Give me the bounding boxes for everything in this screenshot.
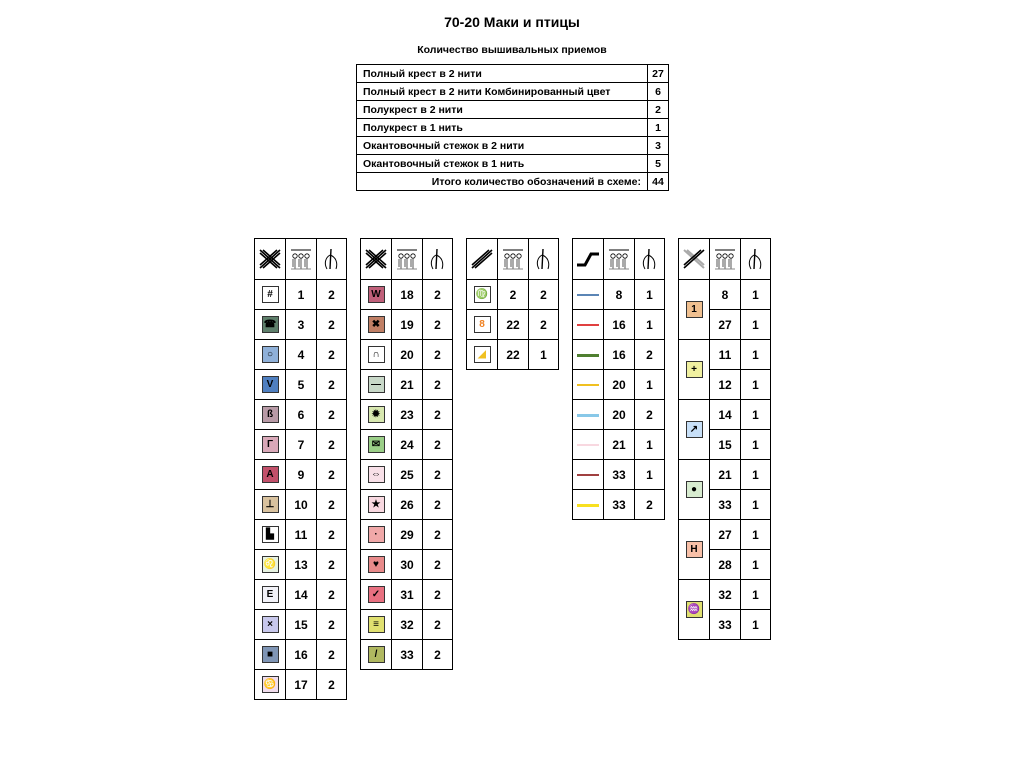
stitch-symbol: V <box>262 376 279 393</box>
stitch-symbol: 8 <box>474 316 491 333</box>
symbol-cell <box>255 580 286 610</box>
legend-half-cross <box>466 238 559 370</box>
backstitch-line <box>577 474 599 476</box>
symbol-cell <box>361 640 392 670</box>
color-number: 21 <box>392 370 423 400</box>
legend-blended-cross <box>678 238 771 640</box>
thread-count: 1 <box>635 310 665 340</box>
thread-count: 2 <box>317 580 347 610</box>
needle-icon <box>423 239 453 280</box>
symbol-cell <box>361 550 392 580</box>
legend-row <box>255 580 347 610</box>
thread-count: 2 <box>423 460 453 490</box>
legend-row <box>679 460 771 490</box>
stitch-symbol: · <box>368 526 385 543</box>
color-number: 7 <box>286 430 317 460</box>
stitch-symbol: ≡ <box>368 616 385 633</box>
symbol-cell <box>361 400 392 430</box>
color-number: 27 <box>710 310 741 340</box>
summary-label: Полный крест в 2 нити Комбинированный цвет <box>357 83 648 101</box>
stitch-symbol: / <box>368 646 385 663</box>
backstitch-line <box>577 504 599 507</box>
summary-label: Полный крест в 2 нити <box>357 65 648 83</box>
legend-row <box>679 400 771 430</box>
thread-count: 2 <box>423 580 453 610</box>
skein-icon <box>286 239 317 280</box>
color-number: 10 <box>286 490 317 520</box>
legend-row <box>361 640 453 670</box>
stitch-symbol: W <box>368 286 385 303</box>
legend-row <box>573 310 665 340</box>
thread-count: 1 <box>741 610 771 640</box>
symbol-cell <box>361 580 392 610</box>
color-number: 11 <box>286 520 317 550</box>
symbol-cell <box>361 490 392 520</box>
stitch-symbol: ✖ <box>368 316 385 333</box>
thread-count: 2 <box>317 340 347 370</box>
color-number: 30 <box>392 550 423 580</box>
stitch-symbol: Γ <box>262 436 279 453</box>
symbol-cell <box>361 310 392 340</box>
symbol-cell <box>679 340 710 400</box>
symbol-cell <box>361 460 392 490</box>
color-number: 20 <box>604 400 635 430</box>
color-number: 8 <box>604 280 635 310</box>
legend-row <box>467 280 559 310</box>
halfcross-icon <box>467 239 498 280</box>
line-sample-cell <box>573 280 604 310</box>
color-number: 32 <box>392 610 423 640</box>
legend-row <box>361 610 453 640</box>
line-sample-cell <box>573 460 604 490</box>
color-number: 29 <box>392 520 423 550</box>
color-number: 15 <box>710 430 741 460</box>
symbol-cell <box>361 340 392 370</box>
line-sample-cell <box>573 340 604 370</box>
summary-row <box>357 83 669 101</box>
summary-count: 5 <box>648 155 669 173</box>
thread-count: 2 <box>317 370 347 400</box>
blended-icon <box>679 239 710 280</box>
legend-row <box>361 520 453 550</box>
color-number: 33 <box>710 490 741 520</box>
thread-count: 1 <box>741 430 771 460</box>
color-number: 27 <box>710 520 741 550</box>
backstitch-line <box>577 324 599 326</box>
symbol-cell <box>361 520 392 550</box>
color-number: 26 <box>392 490 423 520</box>
line-sample-cell <box>573 400 604 430</box>
color-number: 1 <box>286 280 317 310</box>
summary-label: Полукрест в 2 нити <box>357 101 648 119</box>
thread-count: 1 <box>635 430 665 460</box>
thread-count: 2 <box>317 520 347 550</box>
color-number: 33 <box>392 640 423 670</box>
stitch-symbol: ⊥ <box>262 496 279 513</box>
thread-count: 1 <box>741 400 771 430</box>
thread-count: 2 <box>317 310 347 340</box>
summary-total: 44 <box>648 173 669 191</box>
color-number: 19 <box>392 310 423 340</box>
thread-count: 2 <box>317 610 347 640</box>
thread-count: 2 <box>635 400 665 430</box>
legend-row <box>573 400 665 430</box>
color-number: 32 <box>710 580 741 610</box>
color-number: 14 <box>286 580 317 610</box>
color-number: 3 <box>286 310 317 340</box>
color-number: 14 <box>710 400 741 430</box>
legend-row <box>679 340 771 370</box>
legend-row <box>255 490 347 520</box>
backstitch-line <box>577 354 599 357</box>
symbol-cell <box>255 280 286 310</box>
symbol-cell <box>255 520 286 550</box>
summary-label: Окантовочный стежок в 1 нить <box>357 155 648 173</box>
legend-row <box>255 550 347 580</box>
symbol-cell <box>679 460 710 520</box>
skein-icon <box>498 239 529 280</box>
needle-icon <box>317 239 347 280</box>
legend-row <box>255 520 347 550</box>
legend-row <box>573 370 665 400</box>
legend-header-row <box>255 239 347 280</box>
symbol-cell <box>679 280 710 340</box>
thread-count: 2 <box>635 490 665 520</box>
thread-count: 2 <box>423 490 453 520</box>
stitch-symbol: A <box>262 466 279 483</box>
color-number: 20 <box>604 370 635 400</box>
stitch-symbol: ⇔ <box>368 466 385 483</box>
summary-row <box>357 119 669 137</box>
summary-count: 1 <box>648 119 669 137</box>
summary-count: 2 <box>648 101 669 119</box>
stitch-symbol: ♋ <box>262 676 279 693</box>
stitch-symbol: ○ <box>262 346 279 363</box>
thread-count: 1 <box>741 580 771 610</box>
stitch-symbol: ♌ <box>262 556 279 573</box>
summary-label: Полукрест в 1 нить <box>357 119 648 137</box>
stitch-symbol: + <box>686 361 703 378</box>
legend-row <box>679 520 771 550</box>
thread-count: 1 <box>741 520 771 550</box>
legend-full-cross-1 <box>254 238 347 700</box>
thread-count: 2 <box>423 550 453 580</box>
stitch-symbol: ♍ <box>474 286 491 303</box>
thread-count: 1 <box>741 370 771 400</box>
thread-count: 1 <box>635 280 665 310</box>
needle-icon <box>635 239 665 280</box>
legend-row <box>679 580 771 610</box>
thread-count: 2 <box>423 310 453 340</box>
color-number: 16 <box>604 310 635 340</box>
color-number: 15 <box>286 610 317 640</box>
stitch-symbol: H <box>686 541 703 558</box>
skein-icon <box>710 239 741 280</box>
summary-total-row <box>357 173 669 191</box>
color-number: 5 <box>286 370 317 400</box>
legend-header-row <box>573 239 665 280</box>
needle-icon <box>529 239 559 280</box>
color-number: 12 <box>710 370 741 400</box>
symbol-cell <box>255 610 286 640</box>
stitch-symbol: ♒ <box>686 601 703 618</box>
stitch-symbol: × <box>262 616 279 633</box>
color-number: 16 <box>286 640 317 670</box>
legend-backstitch <box>572 238 665 520</box>
legend-row <box>573 490 665 520</box>
stitch-symbol: ◢ <box>474 346 491 363</box>
page-subtitle: Количество вышивальных приемов <box>417 44 607 56</box>
stitch-summary-table <box>356 64 669 191</box>
thread-count: 2 <box>317 550 347 580</box>
color-number: 18 <box>392 280 423 310</box>
legend-row <box>361 400 453 430</box>
fullcross-icon <box>361 239 392 280</box>
color-number: 22 <box>498 310 529 340</box>
stitch-symbol: # <box>262 286 279 303</box>
legend-row <box>255 670 347 700</box>
thread-count: 2 <box>317 430 347 460</box>
color-number: 17 <box>286 670 317 700</box>
stitch-symbol: ✉ <box>368 436 385 453</box>
summary-row <box>357 155 669 173</box>
legend-row <box>255 610 347 640</box>
legend-row <box>255 430 347 460</box>
summary-count: 27 <box>648 65 669 83</box>
legend-row <box>467 340 559 370</box>
line-sample-cell <box>573 370 604 400</box>
symbol-cell <box>255 640 286 670</box>
thread-count: 2 <box>317 490 347 520</box>
symbol-cell <box>361 370 392 400</box>
legend-row <box>255 280 347 310</box>
legend-header-row <box>361 239 453 280</box>
summary-row <box>357 65 669 83</box>
legend-row <box>361 340 453 370</box>
thread-count: 2 <box>317 460 347 490</box>
stitch-symbol: ■ <box>262 646 279 663</box>
stitch-symbol: ∩ <box>368 346 385 363</box>
stitch-symbol: ✹ <box>368 406 385 423</box>
thread-count: 2 <box>529 280 559 310</box>
legend-row <box>361 490 453 520</box>
stitch-symbol: ✓ <box>368 586 385 603</box>
summary-total-label: Итого количество обозначений в схеме: <box>357 173 648 191</box>
legend-row <box>255 400 347 430</box>
thread-count: 1 <box>529 340 559 370</box>
thread-count: 2 <box>423 430 453 460</box>
thread-count: 2 <box>423 610 453 640</box>
stitch-symbol: ↗ <box>686 421 703 438</box>
symbol-cell <box>255 400 286 430</box>
thread-count: 2 <box>317 280 347 310</box>
stitch-symbol: E <box>262 586 279 603</box>
symbol-cell <box>255 430 286 460</box>
legend-header-row <box>679 239 771 280</box>
summary-row <box>357 101 669 119</box>
needle-icon <box>741 239 771 280</box>
thread-count: 2 <box>635 340 665 370</box>
color-number: 23 <box>392 400 423 430</box>
legend-row <box>255 370 347 400</box>
thread-count: 1 <box>741 460 771 490</box>
color-number: 28 <box>710 550 741 580</box>
thread-count: 2 <box>317 400 347 430</box>
legend-row <box>361 460 453 490</box>
symbol-cell <box>255 490 286 520</box>
line-sample-cell <box>573 430 604 460</box>
symbol-cell <box>255 340 286 370</box>
page-title: 70-20 Маки и птицы <box>444 14 580 30</box>
legend-row <box>361 370 453 400</box>
legend-row <box>361 580 453 610</box>
stitch-symbol: ● <box>686 481 703 498</box>
thread-count: 2 <box>423 640 453 670</box>
symbol-cell <box>361 430 392 460</box>
symbol-cell <box>361 280 392 310</box>
thread-count: 1 <box>741 280 771 310</box>
thread-count: 2 <box>317 670 347 700</box>
color-number: 33 <box>604 460 635 490</box>
backstitch-line <box>577 444 599 446</box>
symbol-cell <box>467 310 498 340</box>
legend-row <box>573 280 665 310</box>
color-number: 4 <box>286 340 317 370</box>
legend-row <box>361 430 453 460</box>
backstitch-line <box>577 414 599 417</box>
summary-label: Окантовочный стежок в 2 нити <box>357 137 648 155</box>
color-number: 9 <box>286 460 317 490</box>
color-number: 11 <box>710 340 741 370</box>
skein-icon <box>604 239 635 280</box>
stitch-symbol: ♥ <box>368 556 385 573</box>
thread-count: 1 <box>635 370 665 400</box>
stitch-symbol: ß <box>262 406 279 423</box>
color-number: 21 <box>710 460 741 490</box>
color-number: 16 <box>604 340 635 370</box>
legend-header-row <box>467 239 559 280</box>
thread-count: 1 <box>741 490 771 520</box>
stitch-symbol: ★ <box>368 496 385 513</box>
line-sample-cell <box>573 490 604 520</box>
color-number: 33 <box>710 610 741 640</box>
color-number: 2 <box>498 280 529 310</box>
thread-count: 2 <box>423 520 453 550</box>
thread-count: 1 <box>635 460 665 490</box>
skein-icon <box>392 239 423 280</box>
legend-row <box>361 310 453 340</box>
legend-row <box>573 430 665 460</box>
thread-count: 1 <box>741 340 771 370</box>
color-number: 21 <box>604 430 635 460</box>
thread-count: 2 <box>423 400 453 430</box>
color-number: 8 <box>710 280 741 310</box>
thread-count: 1 <box>741 310 771 340</box>
thread-count: 1 <box>741 550 771 580</box>
symbol-cell <box>679 580 710 640</box>
line-sample-cell <box>573 310 604 340</box>
symbol-cell <box>255 310 286 340</box>
symbol-cell <box>467 340 498 370</box>
symbol-cell <box>361 610 392 640</box>
stitch-symbol: ☎ <box>262 316 279 333</box>
backstitch-icon <box>573 239 604 280</box>
legend-row <box>679 280 771 310</box>
stitch-symbol: 1 <box>686 301 703 318</box>
backstitch-line <box>577 294 599 296</box>
thread-count: 2 <box>423 280 453 310</box>
thread-count: 2 <box>423 340 453 370</box>
color-number: 33 <box>604 490 635 520</box>
color-number: 24 <box>392 430 423 460</box>
symbol-cell <box>255 550 286 580</box>
symbol-cell <box>679 400 710 460</box>
legend-row <box>361 550 453 580</box>
symbol-cell <box>679 520 710 580</box>
summary-count: 3 <box>648 137 669 155</box>
legend-row <box>255 340 347 370</box>
thread-count: 2 <box>423 370 453 400</box>
legend-full-cross-2 <box>360 238 453 670</box>
legend-row <box>255 640 347 670</box>
symbol-cell <box>467 280 498 310</box>
backstitch-line <box>577 384 599 386</box>
summary-row <box>357 137 669 155</box>
summary-count: 6 <box>648 83 669 101</box>
legend-row <box>573 340 665 370</box>
legend-row <box>255 310 347 340</box>
thread-count: 2 <box>317 640 347 670</box>
legend-row <box>467 310 559 340</box>
stitch-symbol: ▙ <box>262 526 279 543</box>
color-number: 6 <box>286 400 317 430</box>
legend-row <box>361 280 453 310</box>
color-number: 20 <box>392 340 423 370</box>
symbol-cell <box>255 460 286 490</box>
symbol-cell <box>255 370 286 400</box>
color-number: 13 <box>286 550 317 580</box>
symbol-cell <box>255 670 286 700</box>
thread-count: 2 <box>529 310 559 340</box>
fullcross-icon <box>255 239 286 280</box>
legend-row <box>255 460 347 490</box>
stitch-symbol: — <box>368 376 385 393</box>
color-number: 31 <box>392 580 423 610</box>
legend-row <box>573 460 665 490</box>
color-number: 22 <box>498 340 529 370</box>
color-number: 25 <box>392 460 423 490</box>
